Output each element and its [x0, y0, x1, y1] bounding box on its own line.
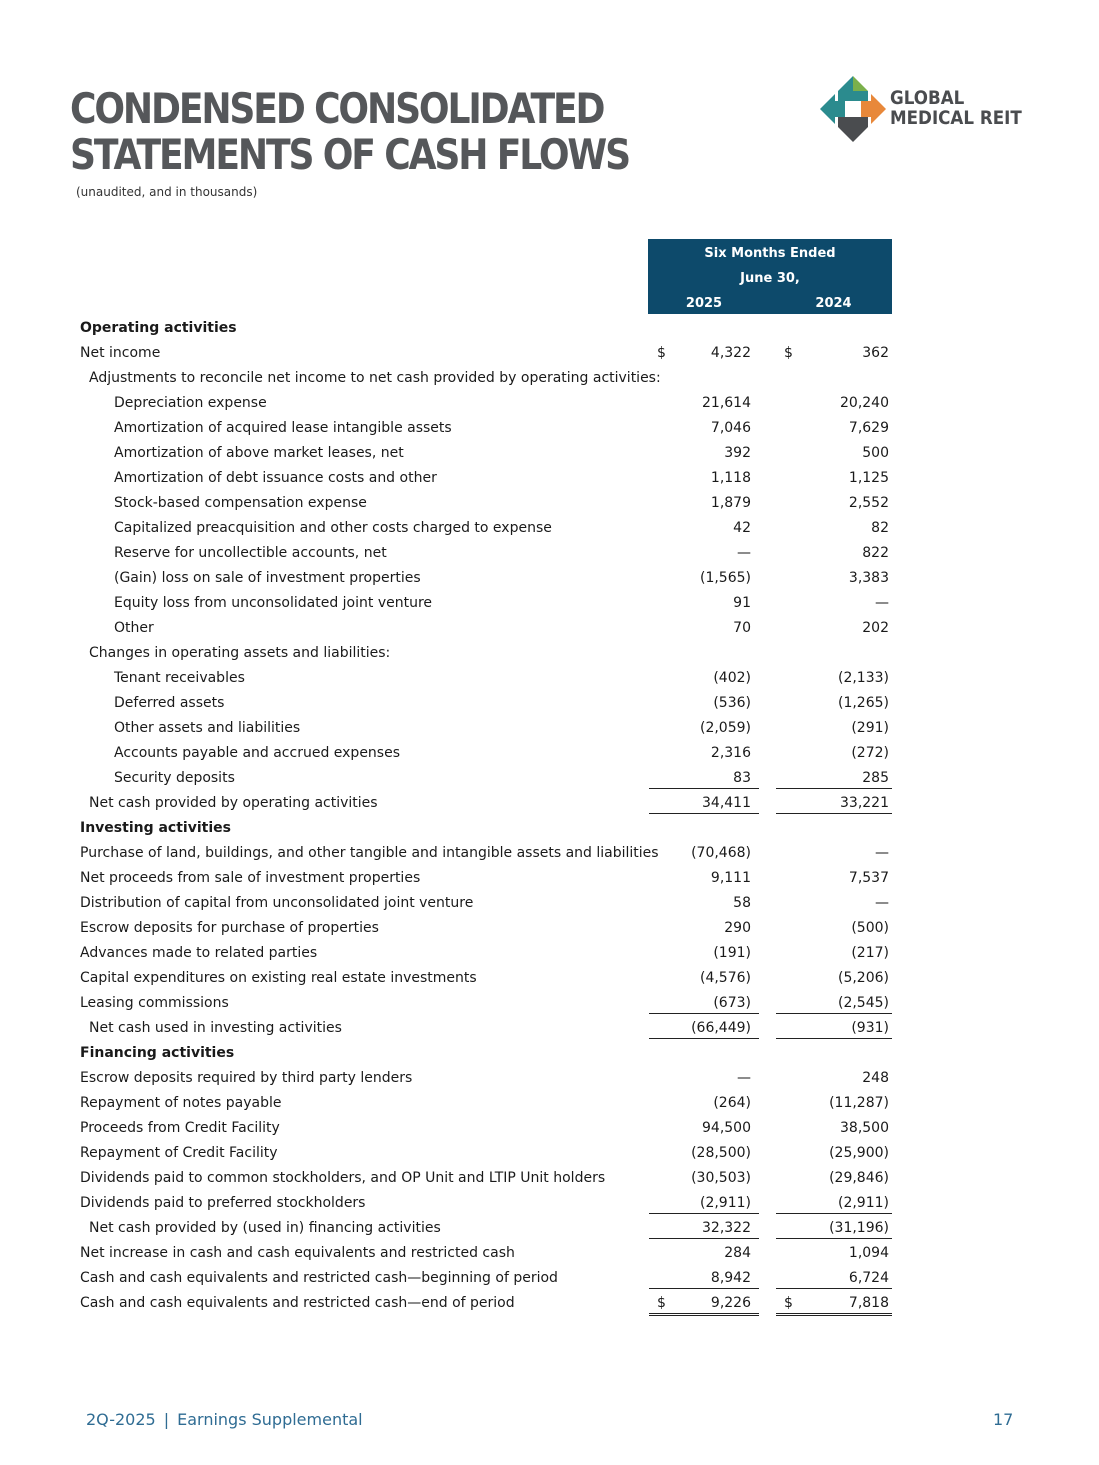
- table-row: [0, 641, 1099, 666]
- value-2025: [649, 591, 759, 613]
- value-2025: [649, 666, 759, 688]
- footer-separator: |: [163, 1410, 170, 1429]
- footer-label: [86, 1410, 363, 1429]
- company-logo: [820, 76, 1050, 142]
- amount: —: [737, 545, 751, 561]
- value-2025: [649, 566, 759, 588]
- column-header: [648, 239, 892, 314]
- value-2025: [649, 541, 759, 563]
- row-label: Escrow deposits for purchase of properties: [80, 920, 379, 936]
- row-label: Dividends paid to preferred stockholders: [80, 1195, 366, 1211]
- amount: (70,468): [691, 845, 751, 861]
- amount: 1,125: [848, 470, 889, 486]
- period-label: Six Months Ended: [704, 246, 836, 261]
- table-row: [0, 441, 1099, 466]
- title-line-1: CONDENSED CONSOLIDATED: [70, 84, 604, 133]
- amount: (673): [713, 995, 751, 1011]
- currency-symbol: $: [657, 1295, 666, 1311]
- amount: (30,503): [691, 1170, 751, 1186]
- row-label: Operating activities: [80, 320, 237, 336]
- amount: 38,500: [840, 1120, 889, 1136]
- table-row: [0, 691, 1099, 716]
- value-2025: [649, 1216, 759, 1239]
- amount: 9,111: [710, 870, 751, 886]
- amount: 248: [862, 1070, 889, 1086]
- amount: 7,818: [848, 1295, 889, 1311]
- amount: 91: [733, 595, 751, 611]
- table-row: [0, 391, 1099, 416]
- value-2025: [649, 716, 759, 738]
- value-2024: [776, 1216, 892, 1239]
- value-2025: [649, 1016, 759, 1039]
- row-label: Amortization of debt issuance costs and other: [114, 470, 437, 486]
- amount: 284: [724, 1245, 751, 1261]
- value-2025: [649, 1241, 759, 1263]
- table-row: [0, 991, 1099, 1016]
- section-heading: [0, 1041, 1099, 1066]
- amount: 1,118: [710, 470, 751, 486]
- table-row: [0, 516, 1099, 541]
- amount: 42: [733, 520, 751, 536]
- currency-symbol: $: [657, 345, 666, 361]
- value-2024: [776, 991, 892, 1014]
- table-row: [0, 466, 1099, 491]
- value-2025: [649, 1166, 759, 1188]
- amount: 7,537: [848, 870, 889, 886]
- amount: —: [737, 1070, 751, 1086]
- table-row: [0, 1216, 1099, 1241]
- table-row: [0, 541, 1099, 566]
- amount: 392: [724, 445, 751, 461]
- value-2024: [776, 766, 892, 789]
- value-2024: [776, 866, 892, 888]
- amount: 1,879: [710, 495, 751, 511]
- amount: (191): [713, 945, 751, 961]
- value-2024: [776, 341, 892, 363]
- row-label: Other: [114, 620, 154, 636]
- value-2025: [649, 916, 759, 938]
- row-label: Tenant receivables: [114, 670, 245, 686]
- value-2024: [776, 1066, 892, 1088]
- table-row: [0, 341, 1099, 366]
- amount: (11,287): [829, 1095, 889, 1111]
- currency-symbol: $: [784, 1295, 793, 1311]
- amount: 202: [862, 620, 889, 636]
- table-row: [0, 1241, 1099, 1266]
- value-2024: [776, 1241, 892, 1263]
- value-2025: [649, 391, 759, 413]
- table-row: [0, 1116, 1099, 1141]
- value-2024: [776, 591, 892, 613]
- value-2024: [776, 791, 892, 814]
- value-2024: [776, 891, 892, 913]
- row-label: Equity loss from unconsolidated joint venture: [114, 595, 433, 611]
- value-2025: [649, 1266, 759, 1289]
- value-2024: [776, 516, 892, 538]
- amount: 2,316: [710, 745, 751, 761]
- currency-symbol: $: [784, 345, 793, 361]
- amount: (2,133): [837, 670, 889, 686]
- page-subtitle: (unaudited, and in thousands): [76, 185, 258, 199]
- table-row: [0, 616, 1099, 641]
- value-2025: [649, 491, 759, 513]
- table-row: [0, 416, 1099, 441]
- amount: 94,500: [702, 1120, 751, 1136]
- value-2024: [776, 1266, 892, 1289]
- row-label: Repayment of notes payable: [80, 1095, 282, 1111]
- amount: (272): [851, 745, 889, 761]
- amount: (264): [713, 1095, 751, 1111]
- table-row: [0, 866, 1099, 891]
- amount: (931): [851, 1020, 889, 1036]
- amount: (2,545): [837, 995, 889, 1011]
- table-row: [0, 941, 1099, 966]
- row-label: Net increase in cash and cash equivalents and restricted cash: [80, 1245, 515, 1261]
- amount: 83: [733, 770, 751, 786]
- value-2024: [776, 916, 892, 938]
- amount: (2,059): [699, 720, 751, 736]
- value-2025: [649, 516, 759, 538]
- year-2024-header: 2024: [815, 296, 852, 311]
- row-label: Purchase of land, buildings, and other tangible and intangible assets and liabilities: [80, 845, 659, 861]
- amount: 33,221: [840, 795, 889, 811]
- row-label: Net cash used in investing activities: [89, 1020, 342, 1036]
- amount: 32,322: [702, 1220, 751, 1236]
- amount: 34,411: [702, 795, 751, 811]
- value-2025: [649, 691, 759, 713]
- value-2025: [649, 941, 759, 963]
- value-2025: [649, 1141, 759, 1163]
- page-title: [70, 86, 629, 178]
- value-2024: [776, 566, 892, 588]
- amount: 4,322: [710, 345, 751, 361]
- amount: 362: [862, 345, 889, 361]
- row-label: Other assets and liabilities: [114, 720, 301, 736]
- value-2024: [776, 716, 892, 738]
- table-row: [0, 716, 1099, 741]
- row-label: Capital expenditures on existing real estate investments: [80, 970, 477, 986]
- value-2025: [649, 1091, 759, 1113]
- amount: 82: [871, 520, 889, 536]
- value-2025: [649, 891, 759, 913]
- amount: 1,094: [848, 1245, 889, 1261]
- amount: (29,846): [829, 1170, 889, 1186]
- table-row: [0, 791, 1099, 816]
- amount: (4,576): [699, 970, 751, 986]
- row-label: Amortization of acquired lease intangible assets: [114, 420, 452, 436]
- amount: 3,383: [848, 570, 889, 586]
- amount: 70: [733, 620, 751, 636]
- amount: (217): [851, 945, 889, 961]
- value-2024: [776, 1191, 892, 1214]
- value-2024: [776, 491, 892, 513]
- footer-period: 2Q-2025: [86, 1410, 156, 1429]
- row-label: Cash and cash equivalents and restricted cash—beginning of period: [80, 1270, 558, 1286]
- row-label: Stock-based compensation expense: [114, 495, 367, 511]
- amount: (1,565): [699, 570, 751, 586]
- row-label: Dividends paid to common stockholders, and OP Unit and LTIP Unit holders: [80, 1170, 606, 1186]
- value-2025: [649, 766, 759, 789]
- amount: 9,226: [710, 1295, 751, 1311]
- table-row: [0, 966, 1099, 991]
- row-label: Accounts payable and accrued expenses: [114, 745, 401, 761]
- amount: (1,265): [837, 695, 889, 711]
- row-label: Amortization of above market leases, net: [114, 445, 404, 461]
- table-row: [0, 1191, 1099, 1216]
- row-label: Advances made to related parties: [80, 945, 318, 961]
- value-2025: [649, 991, 759, 1014]
- amount: 285: [862, 770, 889, 786]
- amount: 8,942: [710, 1270, 751, 1286]
- table-row: [0, 591, 1099, 616]
- amount: 58: [733, 895, 751, 911]
- section-heading: [0, 316, 1099, 341]
- value-2024: [776, 1291, 892, 1316]
- table-row: [0, 891, 1099, 916]
- table-row: [0, 1141, 1099, 1166]
- footer-doc-name: Earnings Supplemental: [177, 1410, 363, 1429]
- value-2024: [776, 541, 892, 563]
- table-row: [0, 1091, 1099, 1116]
- amount: 7,629: [848, 420, 889, 436]
- period-date: June 30,: [740, 271, 800, 286]
- row-label: Cash and cash equivalents and restricted cash—end of period: [80, 1295, 515, 1311]
- value-2025: [649, 1066, 759, 1088]
- value-2025: [649, 441, 759, 463]
- value-2025: [649, 741, 759, 763]
- amount: (25,900): [829, 1145, 889, 1161]
- value-2024: [776, 1141, 892, 1163]
- row-label: Changes in operating assets and liabilities:: [89, 645, 391, 661]
- row-label: Capitalized preacquisition and other costs charged to expense: [114, 520, 552, 536]
- table-row: [0, 491, 1099, 516]
- table-row: [0, 1016, 1099, 1041]
- value-2025: [649, 1291, 759, 1316]
- value-2024: [776, 1091, 892, 1113]
- value-2024: [776, 841, 892, 863]
- amount: 2,552: [848, 495, 889, 511]
- value-2025: [649, 466, 759, 488]
- year-2025-header: 2025: [685, 296, 723, 311]
- logo-cross-icon: [820, 76, 886, 142]
- amount: 21,614: [702, 395, 751, 411]
- row-label: Escrow deposits required by third party lenders: [80, 1070, 413, 1086]
- value-2025: [649, 966, 759, 988]
- row-label: Deferred assets: [114, 695, 225, 711]
- value-2024: [776, 616, 892, 638]
- row-label: Depreciation expense: [114, 395, 267, 411]
- value-2024: [776, 416, 892, 438]
- value-2024: [776, 941, 892, 963]
- amount: —: [875, 595, 889, 611]
- row-label: Net cash provided by operating activities: [89, 795, 378, 811]
- table-row: [0, 766, 1099, 791]
- amount: 6,724: [848, 1270, 889, 1286]
- row-label: Proceeds from Credit Facility: [80, 1120, 280, 1136]
- row-label: Investing activities: [80, 820, 231, 836]
- row-label: Leasing commissions: [80, 995, 229, 1011]
- amount: 500: [862, 445, 889, 461]
- row-label: Net proceeds from sale of investment properties: [80, 870, 421, 886]
- row-label: Security deposits: [114, 770, 235, 786]
- table-row: [0, 1266, 1099, 1291]
- value-2025: [649, 341, 759, 363]
- value-2024: [776, 966, 892, 988]
- amount: (500): [851, 920, 889, 936]
- value-2024: [776, 1016, 892, 1039]
- title-line-2: STATEMENTS OF CASH FLOWS: [70, 130, 629, 179]
- table-row: [0, 1291, 1099, 1316]
- logo-line-1: GLOBAL: [890, 87, 965, 109]
- value-2024: [776, 1166, 892, 1188]
- cash-flow-table: [0, 316, 1099, 1316]
- value-2024: [776, 466, 892, 488]
- value-2024: [776, 666, 892, 688]
- row-label: Net cash provided by (used in) financing activities: [89, 1220, 441, 1236]
- amount: (28,500): [691, 1145, 751, 1161]
- table-row: [0, 741, 1099, 766]
- amount: (402): [713, 670, 751, 686]
- section-heading: [0, 816, 1099, 841]
- logo-line-2: MEDICAL REIT: [890, 107, 1022, 129]
- table-row: [0, 841, 1099, 866]
- amount: 7,046: [710, 420, 751, 436]
- amount: 290: [724, 920, 751, 936]
- amount: (31,196): [829, 1220, 889, 1236]
- row-label: Adjustments to reconcile net income to net cash provided by operating activities:: [89, 370, 661, 386]
- amount: (5,206): [837, 970, 889, 986]
- amount: 20,240: [840, 395, 889, 411]
- value-2024: [776, 691, 892, 713]
- value-2025: [649, 1116, 759, 1138]
- value-2025: [649, 841, 759, 863]
- amount: 822: [862, 545, 889, 561]
- value-2024: [776, 741, 892, 763]
- value-2024: [776, 1116, 892, 1138]
- row-label: Distribution of capital from unconsolidated joint venture: [80, 895, 474, 911]
- amount: (2,911): [837, 1195, 889, 1211]
- value-2025: [649, 866, 759, 888]
- amount: (291): [851, 720, 889, 736]
- row-label: Reserve for uncollectible accounts, net: [114, 545, 387, 561]
- table-row: [0, 666, 1099, 691]
- row-label: (Gain) loss on sale of investment properties: [114, 570, 421, 586]
- row-label: Financing activities: [80, 1045, 235, 1061]
- amount: (2,911): [699, 1195, 751, 1211]
- amount: —: [875, 895, 889, 911]
- amount: —: [875, 845, 889, 861]
- table-row: [0, 1166, 1099, 1191]
- table-row: [0, 566, 1099, 591]
- value-2024: [776, 441, 892, 463]
- page-number: 17: [993, 1410, 1014, 1429]
- value-2025: [649, 416, 759, 438]
- value-2025: [649, 616, 759, 638]
- table-row: [0, 366, 1099, 391]
- value-2025: [649, 1191, 759, 1214]
- value-2025: [649, 791, 759, 814]
- value-2024: [776, 391, 892, 413]
- logo-wordmark: [890, 88, 1022, 128]
- amount: (536): [713, 695, 751, 711]
- row-label: Net income: [80, 345, 161, 361]
- table-row: [0, 1066, 1099, 1091]
- amount: (66,449): [691, 1020, 751, 1036]
- table-row: [0, 916, 1099, 941]
- row-label: Repayment of Credit Facility: [80, 1145, 278, 1161]
